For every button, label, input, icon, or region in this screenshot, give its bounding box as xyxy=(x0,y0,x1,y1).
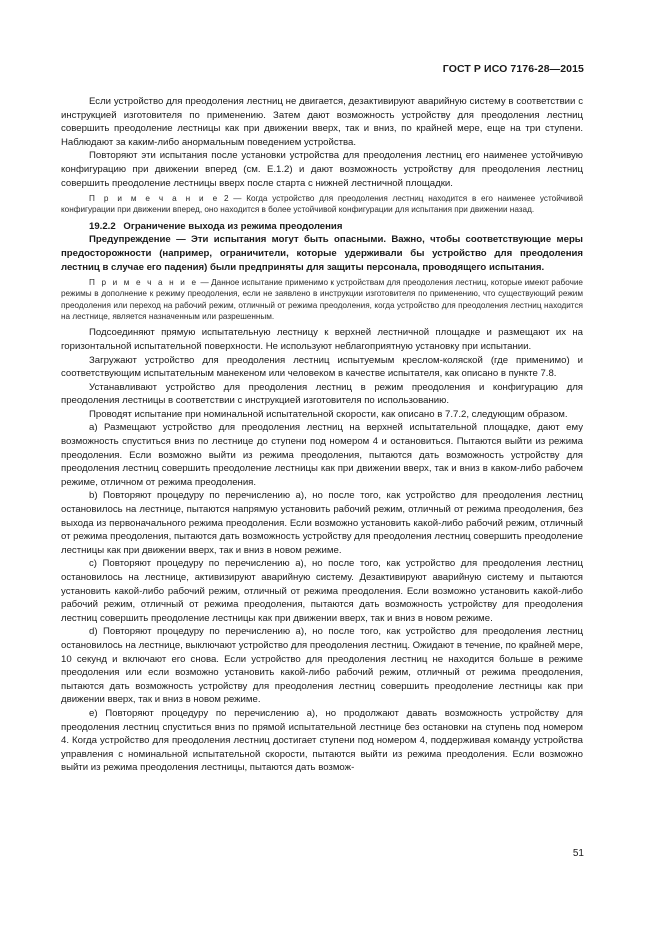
page-body xyxy=(61,95,583,775)
note-label: П р и м е ч а н и е xyxy=(89,278,199,288)
note xyxy=(61,193,583,216)
paragraph: Подсоединяют прямую испытательную лестницу к верхней лестничной площадке и размещают их на горизонтальной испытательной поверхности. Не используют неблагоприятную установку при испытании. xyxy=(61,327,583,352)
paragraph: Загружают устройство для преодоления лестниц испытуемым креслом-коляской (где применимо) и соответствующим испытательным манекеном или человеком в качестве испытателя, как описано в пункте 7.8. xyxy=(61,354,583,380)
note-text: 2 — Когда устройство для преодоления лестниц находится в его наименее устойчивой конфигурации при движении вперед, оно находится в более устойчивой конфигурации для испытания при движении назад. xyxy=(61,194,583,215)
page-header-standard: ГОСТ Р ИСО 7176-28—2015 xyxy=(442,63,584,75)
paragraph: Устанавливают устройство для преодоления лестниц в режим преодоления и конфигурацию для преодоления лестницы в соответствии с инструкцией изготовителя по использованию. xyxy=(61,381,583,407)
paragraph: Повторяют эти испытания после установки устройства для преодоления лестниц его наименее устойчивую конфигурацию при движении вперед (см. Е.1.2) и дают возможность устройству для преодоления лестниц совершить преодоление лестницы вверх после старта с нижней лестничной площадки. xyxy=(61,150,583,189)
list-item: e) Повторяют процедуру по перечислению а), но продолжают давать возможность устройству для преодоления лестниц спуститься вниз по прямой испытательной лестнице без остановки на ступень под номером 4. Когда устройство для преодоления лестниц достигает ступени под номером 4, поддерживая команду устройства управления с номинальной испытательной скорости, пытаются выйти из режима преодоления. Если возможно выйти из режима преодоления лестницы, пытаются дать возмож- xyxy=(61,707,583,774)
section-title: Ограничение выхода из режима преодоления xyxy=(123,220,343,232)
note-text: — Данное испытание применимо к устройствам для преодоления лестниц, которые имеют рабочие режимы в дополнение к режиму преодоления, если не заявлено в инструкции изготовителя по применению, что существующий режим преодоления или переход на рабочий режим, отличный от режима преодоления, когда устройство для преодоления лестниц находится на лестнице, является назначенным или разрешенным. xyxy=(61,278,583,322)
page-number: 51 xyxy=(572,848,584,859)
note-label: П р и м е ч а н и е xyxy=(89,194,220,204)
paragraph: Проводят испытание при номинальной испытательной скорости, как описано в 7.7.2, следующим образом. xyxy=(89,408,568,420)
list-item: a) Размещают устройство для преодоления лестниц на верхней испытательной площадке, дают ему возможность спуститься вниз по лестнице до ступени под номером 4 и остановиться. Пытаются выйти из режима преодоления. Если возможно выйти из режима преодоления, пытаются дать возможность устройству для преодоления лестниц совершить преодоление лестницы как при движении вверх, так и вниз в каком-либо рабочем режиме, отличном от режима преодоления. xyxy=(61,422,583,488)
list-item: d) Повторяют процедуру по перечислению а), но после того, как устройство для преодоления лестниц остановилось на лестнице, выключают устройство для преодоления лестниц. Ожидают в течение, по крайней мере, 10 секунд и включают его снова. Если устройство для преодоления лестниц не находится больше в режиме преодоления или если возможно установить какой-либо рабочий режим, отличный от режима преодоления, пытаются дать возможность устройству для преодоления лестниц совершить преодоление лестницы как при движении вверх, так и вниз в новом режиме. xyxy=(61,626,583,706)
section-heading xyxy=(61,220,583,234)
section-number: 19.2.2 xyxy=(89,220,116,232)
paragraph: Если устройство для преодоления лестниц не двигается, дезактивируют аварийную систему в соответствии с инструкцией изготовителя по применению. Затем дают возможность устройству для преодоления лестниц совершить преодоление лестницы как при движении вверх, так и вниз, по крайней мере, еще на три ступени. Наблюдают за каким-либо анормальным поведением устройства. xyxy=(61,96,583,148)
note xyxy=(61,277,583,322)
warning-text: Предупреждение — Эти испытания могут быть опасными. Важно, чтобы соответствующие меры предосторожности (например, ограничители, которые удерживали бы устройство для преодоления лестниц в случае его падения) были предприняты для защиты персонала, проводящего испытания. xyxy=(61,234,583,273)
list-item: b) Повторяют процедуру по перечислению а), но после того, как устройство для преодоления лестниц остановилось на лестнице, пытаются напрямую установить рабочий режим, отличный от режима преодоления, без выхода из первоначального режима преодоления. Если возможно установить какой-либо рабочий режим, отличный от режима преодоления, пытаются дать возможность устройству для преодоления лестниц совершить преодоление лестницы как при движении вверх, так и вниз в новом режиме. xyxy=(61,490,583,556)
list-item: c) Повторяют процедуру по перечислению а), но после того, как устройство для преодоления лестниц остановилось на лестнице, активизируют аварийную систему. Дезактивируют аварийную систему и пытаются установить какой-либо рабочий режим, отличный от режима преодоления. Если возможно установить какой-либо рабочий режим, отличный от режима преодоления, пытаются дать возможность устройству для преодоления лестниц совершить преодоление лестницы как при движении вверх, так и вниз в новом режиме. xyxy=(61,558,583,624)
